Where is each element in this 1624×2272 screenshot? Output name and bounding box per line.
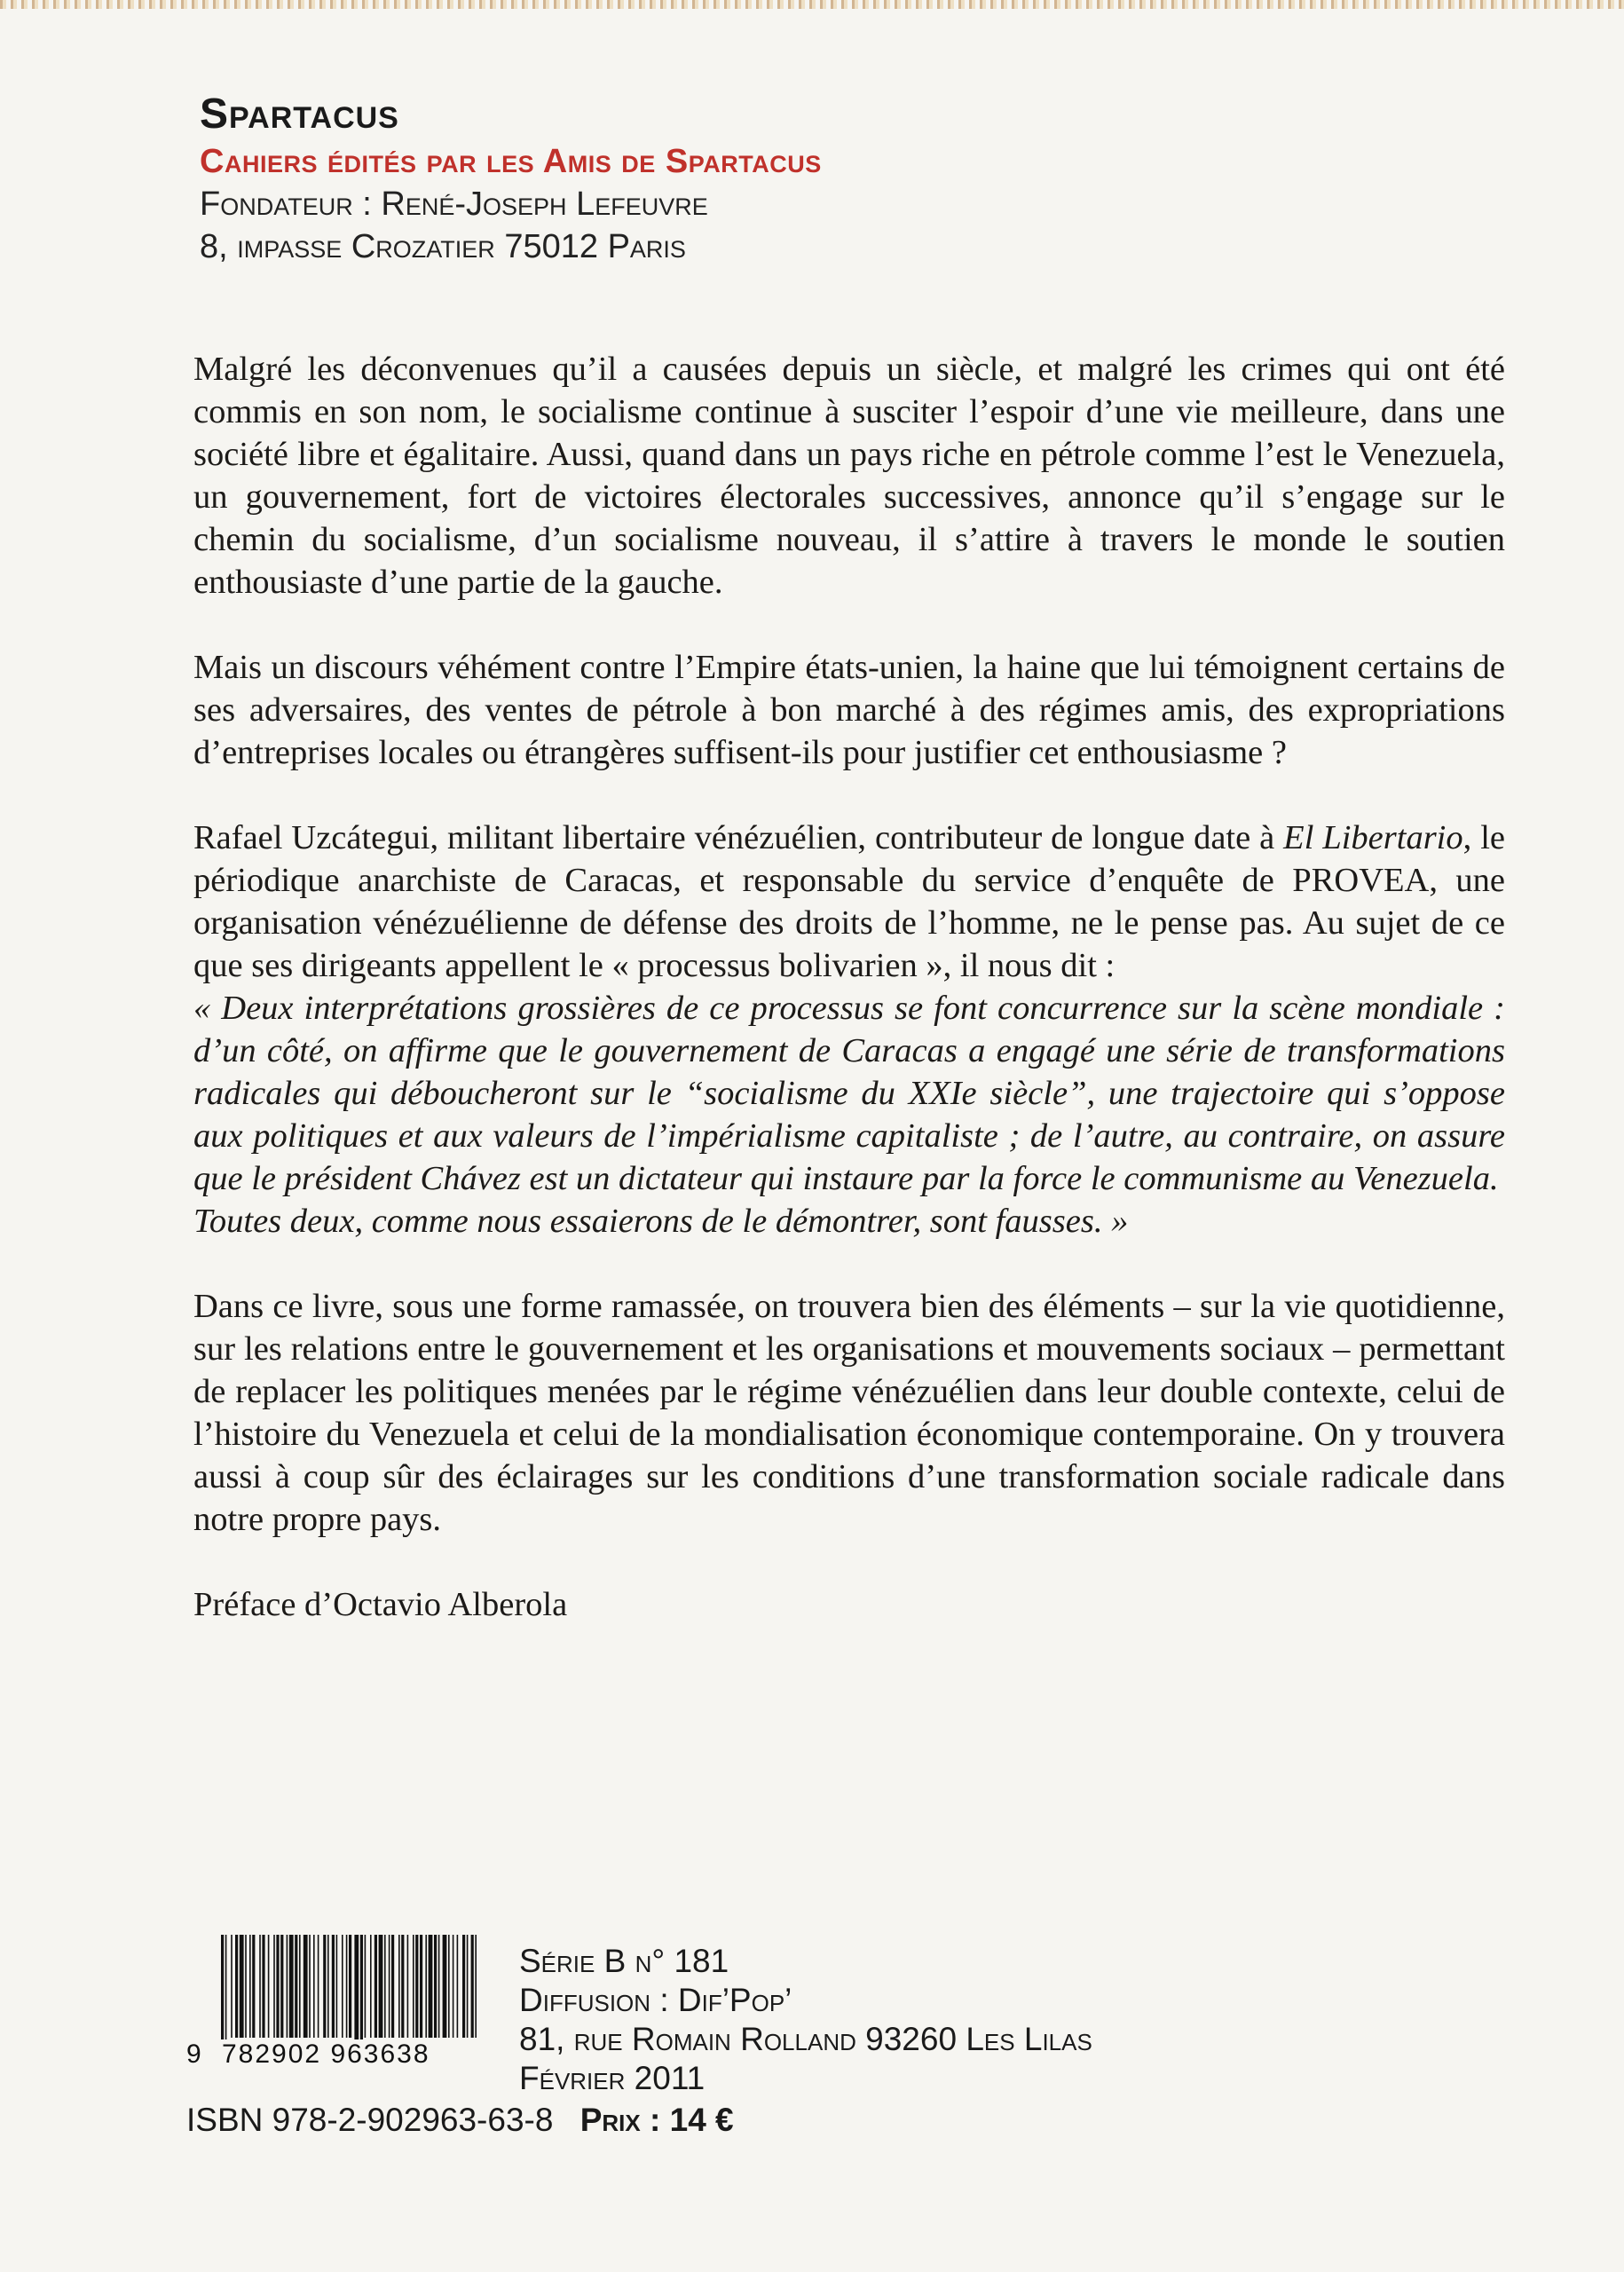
barcode-bar (323, 1935, 326, 2038)
barcode-bar (231, 1935, 233, 2038)
barcode-bar (384, 1935, 386, 2038)
barcode-bar (438, 1935, 440, 2038)
barcode-bar (415, 1935, 418, 2038)
barcode-bar (398, 1935, 400, 2038)
barcode-bar (273, 1935, 275, 2038)
barcode-bar (289, 1935, 294, 2038)
barcode-bar (336, 1935, 338, 2038)
barcode-bar (342, 1935, 343, 2038)
barcode-bar (299, 1935, 301, 2038)
quote-line-1: « Deux interprétations grossières de ce processus se font concurrence sur la scène mondiale : d’un côté, on affirme que le gouvernement de Caracas a engagé une série de transformations radicales qui déboucheront sur le “socialisme du XXIe siècle”, une trajectoire qui s’oppose aux politiques et aux valeurs de l’impérialisme capitaliste ; de l’autre, au contraire, on assure que le président Chávez est un dictateur qui instaure par la force le communisme au Venezuela. (193, 990, 1505, 1197)
barcode-bar (429, 1935, 433, 2038)
barcode-bar (453, 1935, 454, 2038)
barcode-bar (295, 1935, 297, 2038)
barcode-bar (462, 1935, 465, 2038)
isbn-line (186, 2102, 734, 2139)
publisher-founder: Fondateur : René-Joseph Lefeuvre (200, 185, 708, 223)
barcode-bar (407, 1935, 409, 2038)
barcode-bar (349, 1935, 351, 2038)
barcode-first-digit: 9 (186, 2039, 203, 2069)
barcode-bar (443, 1935, 447, 2038)
publication-date: Février 2011 (519, 2060, 706, 2096)
barcode-bar (413, 1935, 414, 2038)
barcode-bar (374, 1935, 377, 2038)
barcode-bar (221, 1935, 224, 2048)
barcode-bar (434, 1935, 437, 2038)
barcode-bar (467, 1935, 469, 2038)
quote-line-2: Toutes deux, comme nous essaierons de le démontrer, sont fausses. » (193, 1203, 1129, 1240)
barcode-bar (370, 1935, 372, 2038)
cover-top-edge (0, 0, 1624, 9)
price-value: 14 € (669, 2102, 734, 2138)
barcode-bar (245, 1935, 247, 2038)
publisher-tagline: Cahiers édités par les Amis de Spartacus (200, 143, 822, 180)
barcode-bar (318, 1935, 319, 2038)
series-number: Série B n° 181 (519, 1943, 729, 1979)
barcode-bar (249, 1935, 251, 2038)
barcode-bar (225, 1935, 227, 2048)
back-cover-text (193, 348, 1505, 1668)
paragraph-3-text-a: Rafael Uzcátegui, militant libertaire vénézuélien, contributeur de longue date à (193, 819, 1284, 856)
paragraph-3-text-b: , le périodique anarchiste de Caracas, et responsable du service d’enquête de PROVEA, une organisation vénézuélienne de défense des droits de l’homme, ne le pense pas. Au sujet de ce que ses dirigeants appellent le « processus bolivarien », il nous dit : (193, 819, 1505, 984)
barcode (186, 1935, 497, 2086)
barcode-bar (240, 1935, 244, 2038)
barcode-bar (379, 1935, 383, 2038)
publisher-address: 8, impasse Crozatier 75012 Paris (200, 228, 686, 265)
barcode-bar (235, 1935, 238, 2038)
barcode-bar (401, 1935, 404, 2038)
barcode-bar (309, 1935, 311, 2038)
barcode-bar (471, 1935, 474, 2038)
diffusion: Diffusion : Dif’Pop’ (519, 1982, 792, 2018)
barcode-bar (287, 1935, 288, 2038)
paragraph-1: Malgré les déconvenues qu’il a causées depuis un siècle, et malgré les crimes qui ont été commis en son nom, le socialisme continue à susciter l’espoir d’une vie meilleure, dans une société libre et égalitaire. Aussi, quand dans un pays riche en pétrole comme l’est le Venezuela, un gouvernement, fort de victoires électorales successives, annonce qu’il s’engage sur le chemin du socialisme, d’un socialisme nouveau, il s’attire à travers le monde le soutien enthousiaste d’une partie de la gauche. (193, 351, 1505, 601)
barcode-bar (354, 1935, 359, 2048)
barcode-bar (346, 1935, 348, 2038)
series-info (519, 1942, 1092, 2098)
barcode-bar (280, 1935, 283, 2038)
barcode-bar (420, 1935, 422, 2038)
barcode-bar (276, 1935, 279, 2038)
barcode-bar (332, 1935, 335, 2038)
barcode-bars (217, 1935, 484, 2050)
barcode-digits: 782902 963638 (222, 2039, 430, 2069)
paragraph-4: Dans ce livre, sous une forme ramassée, on trouvera bien des éléments – sur la vie quotidienne, sur les relations entre le gouvernement et les organisations et mouvements sociaux – permettant de replacer les politiques menées par le régime vénézuélien dans leur double contexte, celui de l’histoire du Venezuela et celui de la mondialisation économique contemporaine. On y trouvera aussi à coup sûr des éclairages sur les conditions d’une transformation sociale radicale dans notre propre pays. (193, 1288, 1505, 1538)
barcode-bar (389, 1935, 390, 2038)
journal-title: El Libertario (1283, 819, 1463, 856)
barcode-bar (327, 1935, 329, 2038)
preface-credit: Préface d’Octavio Alberola (193, 1586, 568, 1623)
barcode-bar (448, 1935, 450, 2038)
barcode-bar (268, 1935, 270, 2038)
barcode-number (186, 2039, 497, 2070)
price-label: Prix : (579, 2102, 661, 2138)
barcode-bar (262, 1935, 264, 2038)
paragraph-3 (193, 816, 1505, 1242)
barcode-bar (475, 1935, 477, 2038)
isbn: ISBN 978-2-902963-63-8 (186, 2102, 554, 2138)
diffusion-address: 81, rue Romain Rolland 93260 Les Lilas (519, 2021, 1092, 2057)
barcode-bar (425, 1935, 427, 2038)
publisher-header (200, 89, 1442, 268)
barcode-bar (391, 1935, 394, 2038)
barcode-bar (259, 1935, 261, 2038)
paragraph-2: Mais un discours véhément contre l’Empire états-unien, la haine que lui témoignent certains de ses adversaires, des ventes de pétrole à bon marché à des régimes amis, des expropriations d’entreprises locales ou étrangères suffisent-ils pour justifier cet enthousiasme ? (193, 649, 1505, 771)
publisher-name: Spartacus (200, 91, 399, 138)
barcode-bar (457, 1935, 459, 2038)
barcode-bar (252, 1935, 255, 2038)
barcode-bar (304, 1935, 308, 2038)
barcode-bar (365, 1935, 367, 2038)
barcode-bar (313, 1935, 315, 2038)
barcode-bar (360, 1935, 363, 2048)
